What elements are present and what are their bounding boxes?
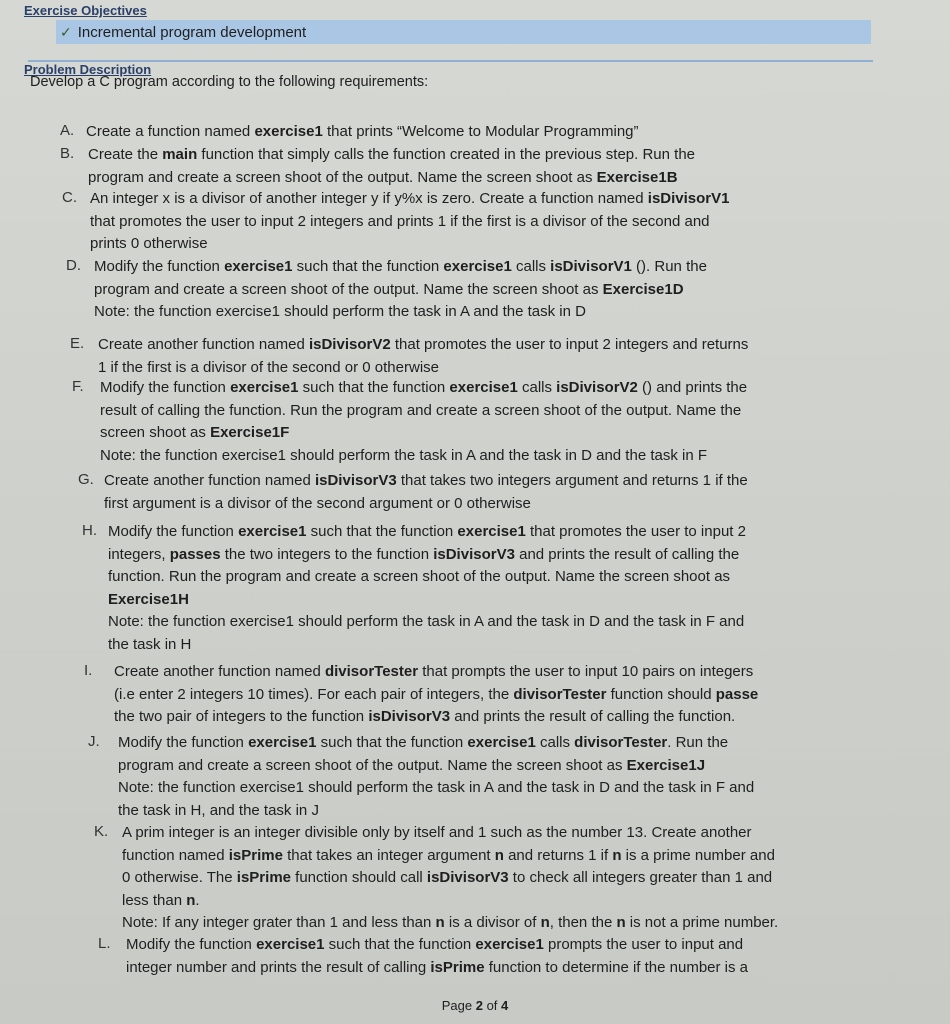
emphasis-term: isPrime: [228, 846, 283, 864]
requirement-line: 1 if the first is a divisor of the second or 0 otherwise: [98, 358, 439, 376]
emphasis-term: exercise1: [224, 258, 293, 275]
requirement-line: Note: the function exercise1 should perform the task in A and the task in D and the task in F and: [118, 779, 755, 797]
requirement-line: Modify the function exercise1 such that the function exercise1 that promotes the user to input 2: [108, 523, 746, 540]
requirement-line: function named isPrime that takes an integer argument n and returns 1 if n is a prime number and: [122, 846, 775, 864]
requirement-line: An integer x is a divisor of another integer y if y%x is zero. Create a function named isDivisorV1: [90, 190, 730, 207]
requirement-marker: G.: [78, 471, 94, 488]
requirement-line: integers, passes the two integers to the function isDivisorV3 and prints the result of calling the: [108, 545, 740, 563]
emphasis-term: isPrime: [430, 958, 485, 976]
emphasis-term: Exercise1B: [596, 168, 678, 186]
emphasis-term: exercise1: [256, 936, 325, 953]
requirement-line: integer number and prints the result of calling isPrime function to determine if the number is a: [126, 958, 749, 976]
emphasis-term: Exercise1J: [626, 756, 706, 774]
requirement-line: Modify the function exercise1 such that the function exercise1 prompts the user to input and: [126, 936, 744, 953]
requirement-line: screen shoot as Exercise1F: [100, 424, 290, 442]
requirement-line: Note: the function exercise1 should perform the task in A and the task in D: [94, 303, 586, 321]
requirement-line: Note: the function exercise1 should perform the task in A and the task in D and the task in F and: [108, 613, 745, 631]
requirement-marker: K.: [94, 823, 109, 840]
requirement-line: result of calling the function. Run the program and create a screen shoot of the output. Name the: [100, 401, 742, 419]
requirement-line: Modify the function exercise1 such that the function exercise1 calls isDivisorV2 () and prints the: [100, 379, 748, 396]
requirement-line: the task in H, and the task in J: [118, 801, 319, 819]
page-total: 4: [501, 998, 509, 1013]
emphasis-term: isDivisorV3: [314, 472, 397, 489]
requirement-line: prints 0 otherwise: [90, 235, 208, 253]
emphasis-term: divisorTester: [324, 663, 419, 680]
emphasis-term: n: [612, 846, 622, 864]
requirement-line: program and create a screen shoot of the output. Name the screen shoot as Exercise1B: [88, 168, 678, 186]
emphasis-term: Exercise1H: [108, 590, 189, 608]
emphasis-term: n: [186, 891, 196, 909]
requirement-marker: J.: [88, 733, 100, 750]
requirement-line: program and create a screen shoot of the output. Name the screen shoot as Exercise1J: [118, 756, 706, 774]
emphasis-term: passes: [169, 545, 221, 563]
requirement-line: less than n.: [122, 891, 200, 909]
requirement-line: function. Run the program and create a screen shoot of the output. Name the screen shoot as: [108, 568, 731, 586]
problem-heading: Problem Description: [24, 62, 152, 77]
requirement-marker: E.: [70, 335, 85, 352]
emphasis-term: isDivisorV3: [426, 869, 509, 887]
emphasis-term: n: [435, 914, 445, 932]
requirement-line: program and create a screen shoot of the output. Name the screen shoot as Exercise1D: [94, 280, 684, 298]
page-prefix: Page: [441, 998, 476, 1013]
requirement-line: A prim integer is an integer divisible only by itself and 1 such as the number 13. Create another: [122, 824, 752, 841]
requirement-line: Create another function named isDivisorV3 that takes two integers argument and returns 1 if the: [104, 472, 748, 489]
emphasis-term: divisorTester: [513, 685, 607, 703]
requirement-line: 0 otherwise. The isPrime function should call isDivisorV3 to check all integers greater than 1 and: [122, 869, 773, 887]
requirement-marker: I.: [84, 662, 93, 679]
objective-text: Incremental program development: [77, 23, 307, 41]
emphasis-term: exercise1: [230, 379, 299, 396]
emphasis-term: Exercise1F: [210, 424, 290, 442]
requirement-marker: A.: [60, 122, 75, 139]
emphasis-term: main: [162, 146, 198, 163]
emphasis-term: divisorTester: [574, 734, 668, 751]
requirement-line: the two pair of integers to the function isDivisorV3 and prints the result of calling the function.: [114, 708, 736, 726]
requirement-marker: F.: [72, 378, 84, 395]
emphasis-term: n: [494, 846, 504, 864]
emphasis-term: n: [616, 914, 626, 932]
emphasis-term: Exercise1D: [602, 280, 684, 298]
emphasis-term: isDivisorV1: [647, 190, 730, 207]
requirement-line: Note: the function exercise1 should perform the task in A and the task in D and the task in F: [100, 446, 708, 464]
emphasis-term: isDivisorV2: [556, 379, 638, 396]
requirement-line: first argument is a divisor of the second argument or 0 otherwise: [104, 494, 531, 512]
emphasis-term: exercise1: [443, 258, 512, 275]
emphasis-term: isDivisorV1: [550, 258, 632, 275]
emphasis-term: isDivisorV3: [368, 708, 451, 726]
problem-intro: Develop a C program according to the following requirements:: [30, 74, 429, 90]
requirement-marker: L.: [98, 935, 111, 952]
emphasis-term: exercise1: [248, 734, 317, 751]
requirement-marker: H.: [82, 522, 97, 539]
requirement-marker: C.: [62, 189, 77, 206]
emphasis-term: isPrime: [236, 869, 291, 887]
emphasis-term: exercise1: [254, 123, 323, 140]
emphasis-term: exercise1: [457, 523, 526, 540]
requirement-line: Modify the function exercise1 such that the function exercise1 calls isDivisorV1 (). Run the: [94, 258, 707, 275]
requirement-marker: B.: [60, 145, 75, 162]
requirement-line: Modify the function exercise1 such that the function exercise1 calls divisorTester. Run the: [118, 734, 729, 751]
requirement-line: Create another function named divisorTester that prompts the user to input 10 pairs on integers: [114, 663, 754, 680]
requirement-line: the task in H: [108, 636, 192, 653]
requirement-line: [108, 590, 189, 610]
requirement-marker: D.: [66, 257, 81, 274]
requirement-line: Note: If any integer grater than 1 and less than n is a divisor of n, then the n is not a prime number.: [122, 914, 779, 932]
page-of: of: [482, 998, 502, 1013]
emphasis-term: exercise1: [475, 936, 544, 953]
emphasis-term: isDivisorV2: [308, 336, 391, 353]
emphasis-term: exercise1: [449, 379, 518, 396]
emphasis-term: exercise1: [467, 734, 536, 751]
objectives-heading: Exercise Objectives: [24, 3, 147, 18]
emphasis-term: exercise1: [238, 523, 307, 540]
emphasis-term: isDivisorV3: [433, 545, 515, 563]
requirement-line: Create the main function that simply calls the function created in the previous step. Run the: [88, 146, 696, 163]
requirement-line: (i.e enter 2 integers 10 times). For each pair of integers, the divisorTester function should passe: [114, 685, 759, 703]
requirement-line: Create a function named exercise1 that prints “Welcome to Modular Programming”: [86, 123, 639, 140]
page-number: 2: [475, 998, 483, 1013]
emphasis-term: passe: [715, 685, 759, 703]
requirement-line: that promotes the user to input 2 integers and prints 1 if the first is a divisor of the second and: [90, 212, 710, 230]
check-icon: ✓: [60, 23, 72, 40]
page-footer: [0, 998, 950, 1013]
emphasis-term: n: [540, 914, 550, 932]
requirement-line: Create another function named isDivisorV2 that promotes the user to input 2 integers and returns: [98, 336, 749, 353]
